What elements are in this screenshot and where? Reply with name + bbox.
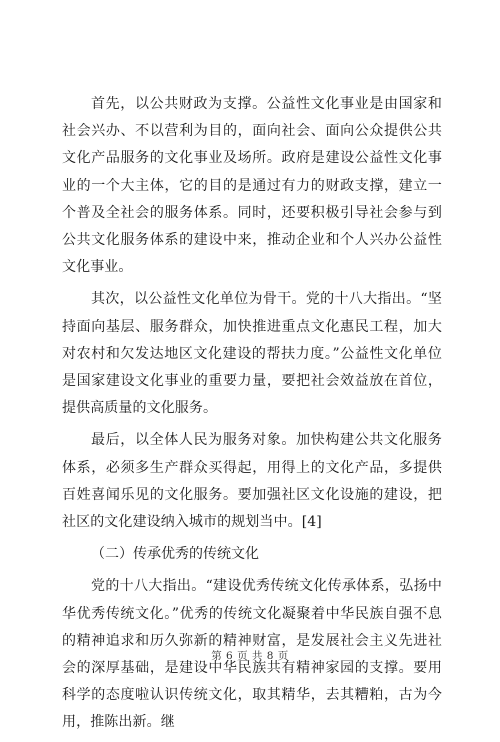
paragraph-cultural-units: 其次，以公益性文化单位为骨干。党的十八大指出。“坚持面向基层、服务群众，加快推进重点文化惠民工程，加大对农村和欠发达地区文化建设的帮扶力度。”公益性文化单位是国家建设文化事业的重要力量，要把社会效益放在首位，提供高质量的文化服务。	[62, 291, 442, 417]
document-body	[62, 91, 442, 742]
section-heading: （二）传承优秀的传统文化	[91, 546, 259, 563]
paragraph-service-target: 最后，以全体人民为服务对象。加快构建公共文化服务体系，必须多生产群众买得起，用得上的文化产品，多提供百姓喜闻乐见的文化服务。要加强社区文化设施的建设，把社区的文化建设纳入城市的规划当中。[4]	[62, 432, 442, 531]
page-number-footer: 第 6 页 共 8 页	[211, 650, 289, 662]
paragraph-public-finance: 首先，以公共财政为支撑。公益性文化事业是由国家和社会兴办、不以营利为目的，面向社会、面向公众提供公共文化产品服务的文化事业及场所。政府是建设公益性文化事业的一个大主体，它的目的是通过有力的财政支撑，建立一个普及全社会的服务体系。同时，还要积极引导社会参与到公共文化服务体系的建设中来，推动企业和个人兴办公益性文化事业。	[62, 96, 442, 276]
paragraph-traditional-culture: 党的十八大指出。“建设优秀传统文化传承体系，弘扬中华优秀传统文化。”优秀的传统文化凝聚着中华民族自强不息的精神追求和历久弥新的精神财富，是发展社会主义先进社会的深厚基础，是建设中华民族共有精神家园的支撑。要用科学的态度啦认识传统文化，取其精华，去其糟粕，古为今用，推陈出新。继	[62, 578, 442, 731]
